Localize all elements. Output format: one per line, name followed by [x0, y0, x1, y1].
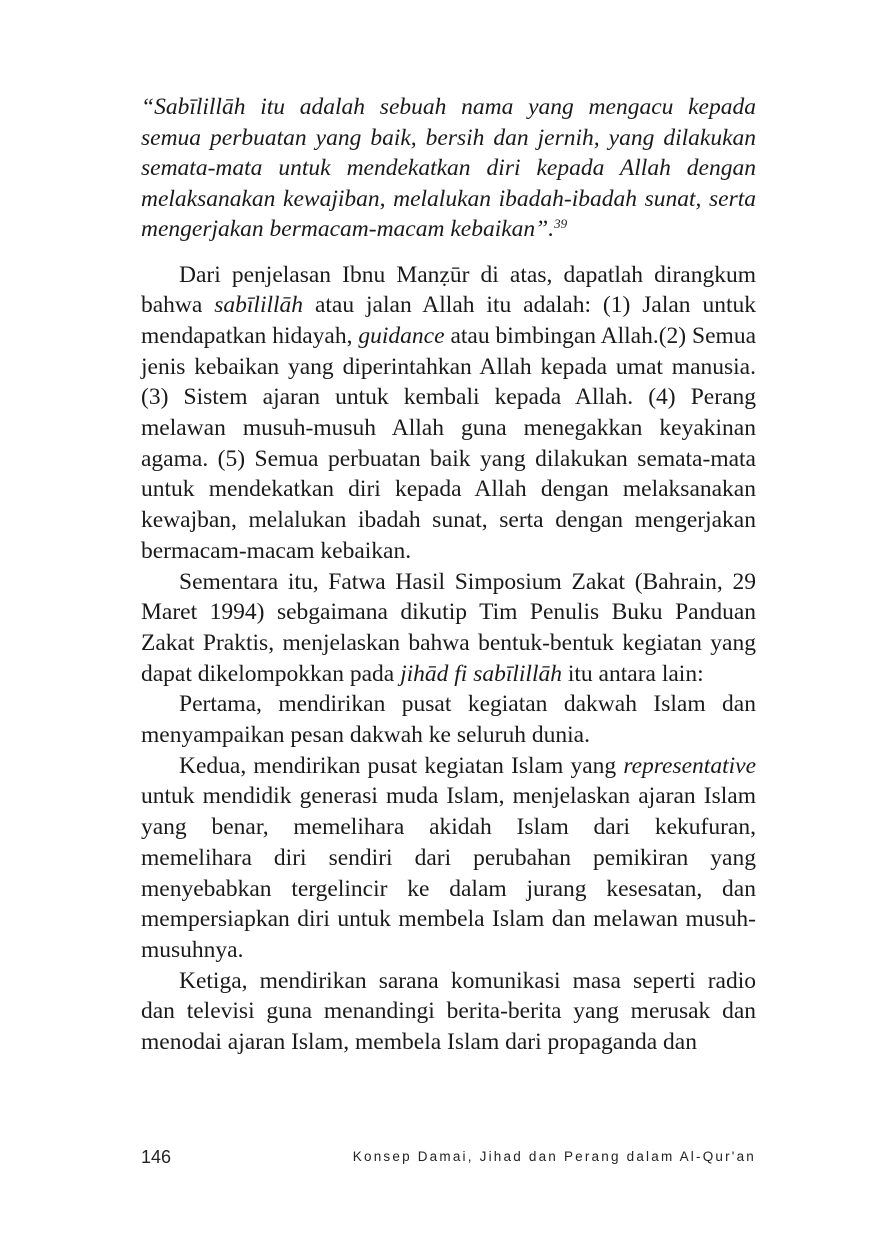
p4-term-representative: representative — [623, 752, 756, 779]
page-footer — [141, 1147, 756, 1171]
p4-text-a: Kedua, mendirikan pusat kegiatan Islam yang — [179, 752, 624, 779]
p2-term-jihad: jihād fi sabīlillāh — [400, 660, 562, 687]
footnote-ref: 39 — [554, 216, 568, 231]
paragraph-kedua — [141, 751, 756, 966]
p1-text-c: atau jalan Allah itu adalah: (1) Jalan untuk mendapatkan hidayah, — [141, 292, 756, 349]
quote-text: “Sabīlillāh itu adalah sebuah nama yang mengacu kepada semua perbuatan yang baik, bersih dan jernih, yang dilakukan semata-mata untuk mendekatkan diri kepada Allah dengan melaksanakan kewajiban, melalukan ibadah-ibadah sunat, serta mengerjakan bermacam-macam kebaikan”. — [141, 94, 756, 242]
p1-term-sabilillah: sabīlillāh — [214, 292, 304, 319]
paragraph-pertama: Pertama, mendirikan pusat kegiatan dakwah Islam dan menyampaikan pesan dakwah ke seluruh dunia. — [141, 691, 756, 749]
paragraph-fatwa — [141, 567, 756, 690]
running-title: Konsep Damai, Jihad dan Perang dalam Al-Qur'an — [352, 1149, 756, 1164]
paragraph-summary — [141, 260, 756, 567]
body-text — [141, 260, 756, 1058]
page-number: 146 — [141, 1147, 172, 1167]
p2-text-c: itu antara lain: — [562, 660, 704, 687]
block-quote — [141, 92, 756, 245]
paragraph-ketiga: Ketiga, mendirikan sarana komunikasi masa seperti radio dan televisi guna menandingi berita-berita yang merusak dan menodai ajaran Islam, membela Islam dari propaganda dan — [141, 967, 756, 1056]
p1-term-guidance: guidance — [358, 322, 445, 349]
page-content — [141, 92, 756, 1058]
p2-text-a: Sementara itu, Fatwa Hasil Simposium Zakat (Bahrain, 29 Maret 1994) sebgaimana dikutip Tim Penulis Buku Panduan Zakat Praktis, menjelaskan bahwa bentuk-bentuk kegiatan yang dapat dikelompokkan pada — [141, 568, 756, 687]
p1-text-a: Dari penjelasan Ibnu Manẓūr di atas, dapatlah dirangkum bahwa — [141, 261, 756, 319]
p1-text-e: atau bimbingan Allah.(2) Semua jenis kebaikan yang diperintahkan Allah kepada umat manusia. (3) Sistem ajaran untuk kembali kepada Allah. (4) Perang melawan musuh-musuh Allah guna menegakkan keyakinan agama. (5) Semua perbuatan baik yang dilakukan semata-mata untuk mendekatkan diri kepada Allah dengan melaksanakan kewajban, melalukan ibadah sunat, serta dengan mengerjakan bermacam-macam kebaikan. — [141, 322, 757, 564]
p4-text-c: untuk mendidik generasi muda Islam, menjelaskan ajaran Islam yang benar, memelihara akidah Islam dari kekufuran, memelihara diri sendiri dari perubahan pemikiran yang menyebabkan tergelincir ke dalam jurang kesesatan, dan mempersiapkan diri untuk membela Islam dan melawan musuh-musuhnya. — [141, 783, 756, 963]
